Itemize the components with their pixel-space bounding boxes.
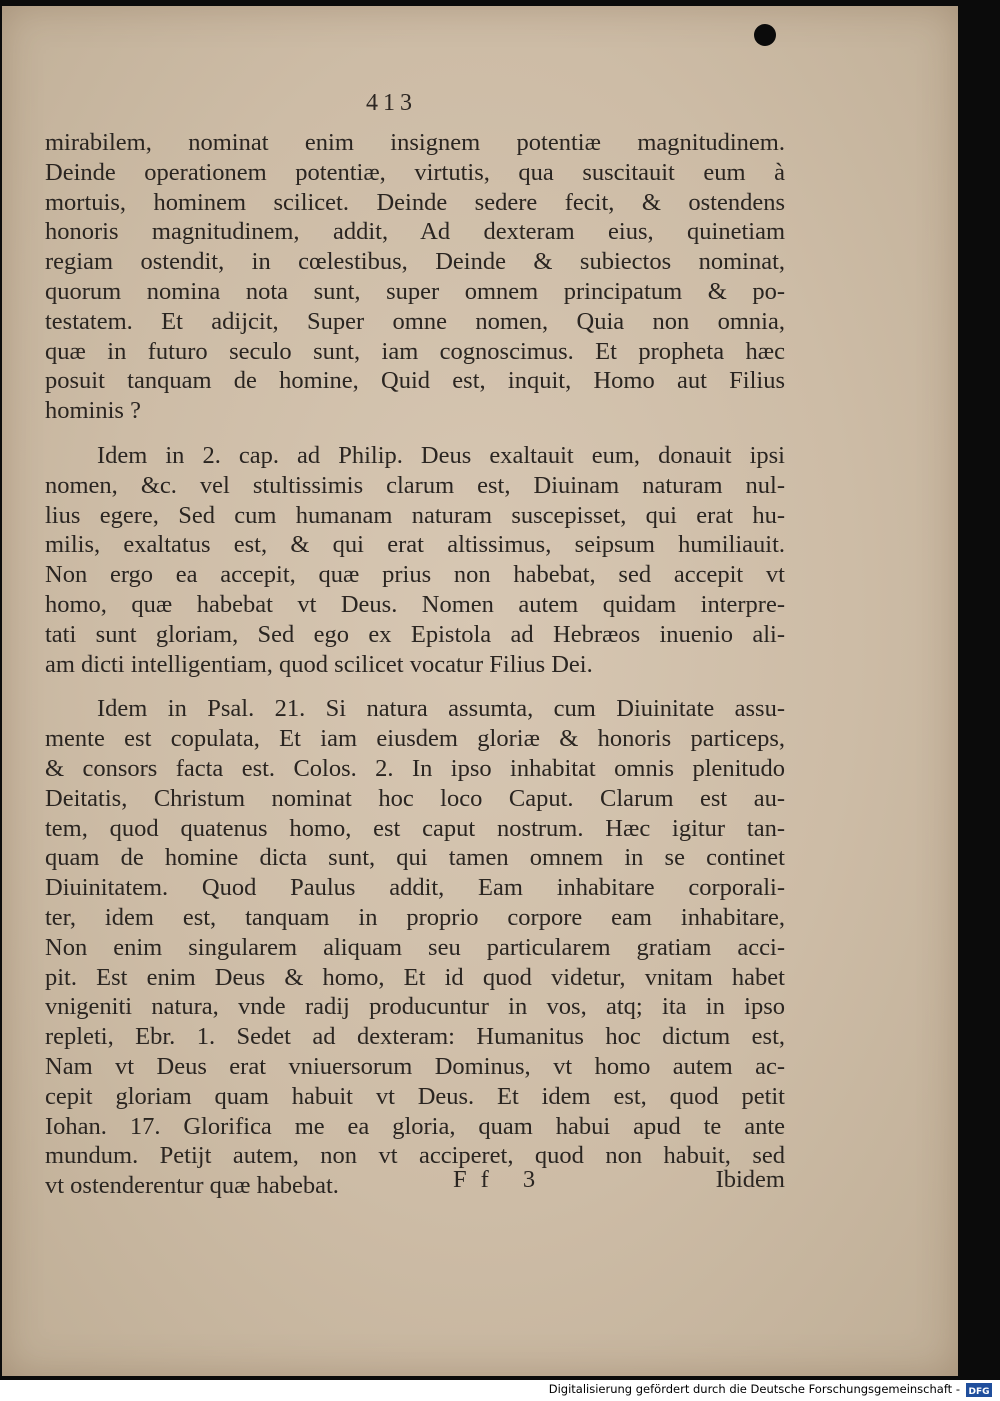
text-line: & consors facta est. Colos. 2. In ipso inhabitat omnis plenitudo <box>45 754 785 782</box>
text-line: vt ostenderentur quæ habebat. <box>45 1172 339 1200</box>
signature-mark: Ff 3 <box>453 1166 550 1193</box>
text-line: Diuinitatem. Quod Paulus addit, Eam inhabitare corporali- <box>45 874 785 902</box>
text-line: regiam ostendit, in cœlestibus, Deinde & subiectos nominat, <box>45 248 785 276</box>
text-line: quorum nomina nota sunt, super omnem principatum & po- <box>45 277 785 305</box>
text-line: Deinde operationem potentiæ, virtutis, qua suscitauit eum à <box>45 158 785 186</box>
text-line: mundum. Petijt autem, non vt acciperet, quod non habuit, sed <box>45 1142 785 1170</box>
digitization-credit-bar <box>0 1380 1000 1401</box>
text-line: tem, quod quatenus homo, est caput nostrum. Hæc igitur tan- <box>45 814 785 842</box>
text-line: honoris magnitudinem, addit, Ad dexteram eius, quinetiam <box>45 218 785 246</box>
text-line: Non enim singularem aliquam seu particularem gratiam acci- <box>45 933 785 961</box>
text-line: milis, exaltatus est, & qui erat altissimus, seipsum humiliauit. <box>45 531 785 559</box>
text-line: Nam vt Deus erat vniuersorum Dominus, vt homo autem ac- <box>45 1052 785 1080</box>
text-line: mortuis, hominem scilicet. Deinde sedere fecit, & ostendens <box>45 188 785 216</box>
page-number: 413 <box>366 90 417 116</box>
text-line: vnigeniti natura, vnde radij producuntur in vos, atq; ita in ipso <box>45 993 785 1021</box>
paragraph <box>45 128 785 426</box>
text-line: posuit tanquam de homine, Quid est, inquit, Homo aut Filius <box>45 367 785 395</box>
text-line: nomen, &c. vel stultissimis clarum est, Diuinam naturam nul- <box>45 471 785 499</box>
text-line: Iohan. 17. Glorifica me ea gloria, quam habui apud te ante <box>45 1112 785 1140</box>
text-line: hominis ? <box>45 397 141 425</box>
paragraph <box>45 694 785 1201</box>
text-line: mente est copulata, Et iam eiusdem gloriæ & honoris particeps, <box>45 725 785 753</box>
paragraph <box>45 441 785 679</box>
text-line: cepit gloriam quam habuit vt Deus. Et idem est, quod petit <box>45 1082 785 1110</box>
dfg-logo-icon <box>966 1383 992 1397</box>
text-line: ter, idem est, tanquam in proprio corpore eam inhabitare, <box>45 903 785 931</box>
binding-hole-icon <box>754 24 776 46</box>
dfg-logo-text: DFG <box>968 1387 990 1397</box>
text-line: Idem in 2. cap. ad Philip. Deus exaltauit eum, donauit ipsi <box>97 441 785 469</box>
text-line: Idem in Psal. 21. Si natura assumta, cum Diuinitate assu- <box>97 695 785 723</box>
text-line: mirabilem, nominat enim insignem potentiæ magnitudinem. <box>45 129 785 156</box>
text-line: quam de homine dicta sunt, qui tamen omnem in se continet <box>45 844 785 872</box>
text-line: testatem. Et adijcit, Super omne nomen, Quia non omnia, <box>45 307 785 335</box>
text-line: repleti, Ebr. 1. Sedet ad dexteram: Humanitus hoc dictum est, <box>45 1023 785 1051</box>
page-footer <box>45 1166 785 1198</box>
text-line: homo, quæ habebat vt Deus. Nomen autem quidam interpre- <box>45 590 785 618</box>
text-line: Deitatis, Christum nominat hoc loco Caput. Clarum est au- <box>45 784 785 812</box>
text-line: am dicti intelligentiam, quod scilicet vocatur Filius Dei. <box>45 650 593 678</box>
text-line: tati sunt gloriam, Sed ego ex Epistola ad Hebræos inuenio ali- <box>45 620 785 648</box>
funding-credit-text: Digitalisierung gefördert durch die Deutsche Forschungsgemeinschaft - <box>548 1382 960 1396</box>
text-line: Non ergo ea accepit, quæ prius non habebat, sed accepit vt <box>45 561 785 589</box>
text-line: pit. Est enim Deus & homo, Et id quod videtur, vnitam habet <box>45 963 785 991</box>
page-body-text <box>45 128 785 1216</box>
text-line: lius egere, Sed cum humanam naturam suscepisset, qui erat hu- <box>45 501 785 529</box>
text-line: quæ in futuro seculo sunt, iam cognoscimus. Et propheta hæc <box>45 337 785 365</box>
catchword: Ibidem <box>715 1166 785 1193</box>
